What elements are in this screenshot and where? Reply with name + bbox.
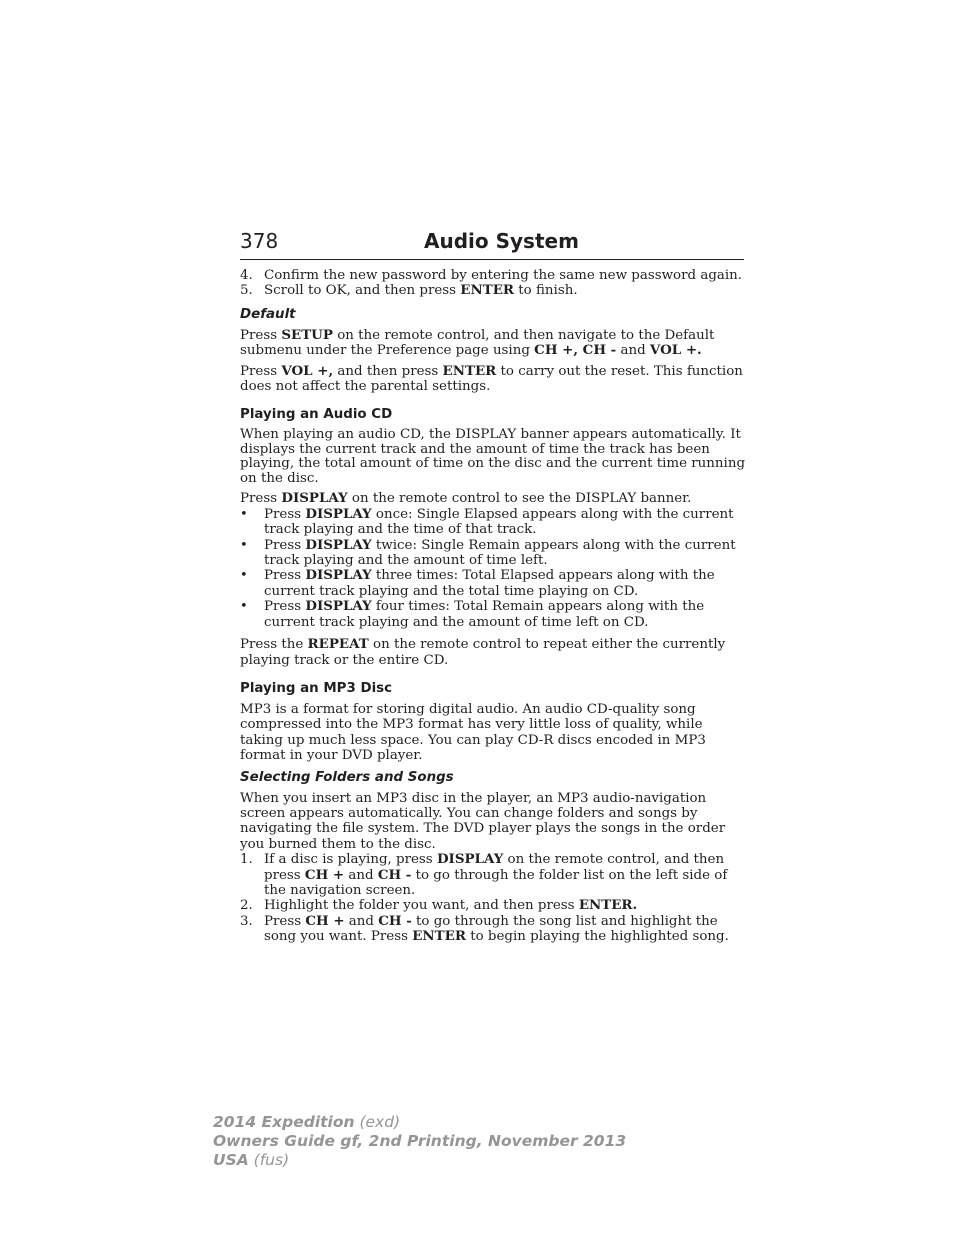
paragraph: Press DISPLAY on the remote control to see the DISPLAY banner. xyxy=(240,490,692,507)
page-number: 378 xyxy=(240,229,279,253)
section-title: Audio System xyxy=(424,229,579,253)
page-header xyxy=(240,229,744,260)
page-footer: 2014 Expedition (exd) Owners Guide gf, 2nd Printing, November 2013 USA (fus) xyxy=(213,1113,627,1169)
heading-playing-audio-cd: Playing an Audio CD xyxy=(240,407,393,423)
display-bullets xyxy=(240,507,746,630)
paragraph: When playing an audio CD, the DISPLAY banner appears automatically. It displays the current track and the amount of time the track has been playing, the total amount of time on the disc and the current time running on the disc. xyxy=(240,427,746,486)
paragraph: Press SETUP on the remote control, and then navigate to the Default submenu under the Preference page using CH +, CH - and VOL +. xyxy=(240,326,715,359)
paragraph: Press the REPEAT on the remote control to repeat either the currently playing track or the entire CD. xyxy=(240,636,726,668)
list-item: • Press DISPLAY once: Single Elapsed appears along with the current track playing and the time of that track. xyxy=(240,505,734,538)
list-item: 2. Highlight the folder you want, and then press ENTER. xyxy=(240,897,638,914)
list-item: 1. If a disc is playing, press DISPLAY on the remote control, and then press CH + and CH - to go through the folder list on the left side of the navigation screen. xyxy=(240,851,728,898)
intro-steps xyxy=(240,268,746,299)
paragraph: MP3 is a format for storing digital audio. An audio CD-quality song compressed into the MP3 format has very little loss of quality, while taking up much less space. You can play CD-R discs encoded in MP3 format in your DVD player. xyxy=(240,701,706,764)
list-item: • Press DISPLAY three times: Total Elapsed appears along with the current track playing and the total time playing on CD. xyxy=(240,567,715,599)
paragraph: Press VOL +, and then press ENTER to carry out the reset. This function does not affect the parental settings. xyxy=(240,362,743,395)
list-item: 4. Confirm the new password by entering the same new password again. xyxy=(240,268,743,283)
page-content xyxy=(240,268,746,945)
heading-default: Default xyxy=(240,306,296,322)
heading-selecting-folders: Selecting Folders and Songs xyxy=(240,769,454,785)
folder-steps xyxy=(240,852,746,944)
list-item: 3. Press CH + and CH - to go through the song list and highlight the song you want. Press ENTER to begin playing the highlighted song. xyxy=(240,912,729,945)
paragraph: When you insert an MP3 disc in the player, an MP3 audio-navigation screen appears automatically. You can change folders and songs by navigating the file system. The DVD player plays the songs in the order you burned them to the disc. xyxy=(240,790,726,852)
heading-playing-mp3-disc: Playing an MP3 Disc xyxy=(240,680,393,696)
list-item: 5. Scroll to OK, and then press ENTER to finish. xyxy=(240,282,578,299)
list-item: • Press DISPLAY twice: Single Remain appears along with the current track playing and the amount of time left. xyxy=(240,536,736,569)
list-item: • Press DISPLAY four times: Total Remain appears along with the current track playing and the amount of time left on CD. xyxy=(240,598,705,630)
